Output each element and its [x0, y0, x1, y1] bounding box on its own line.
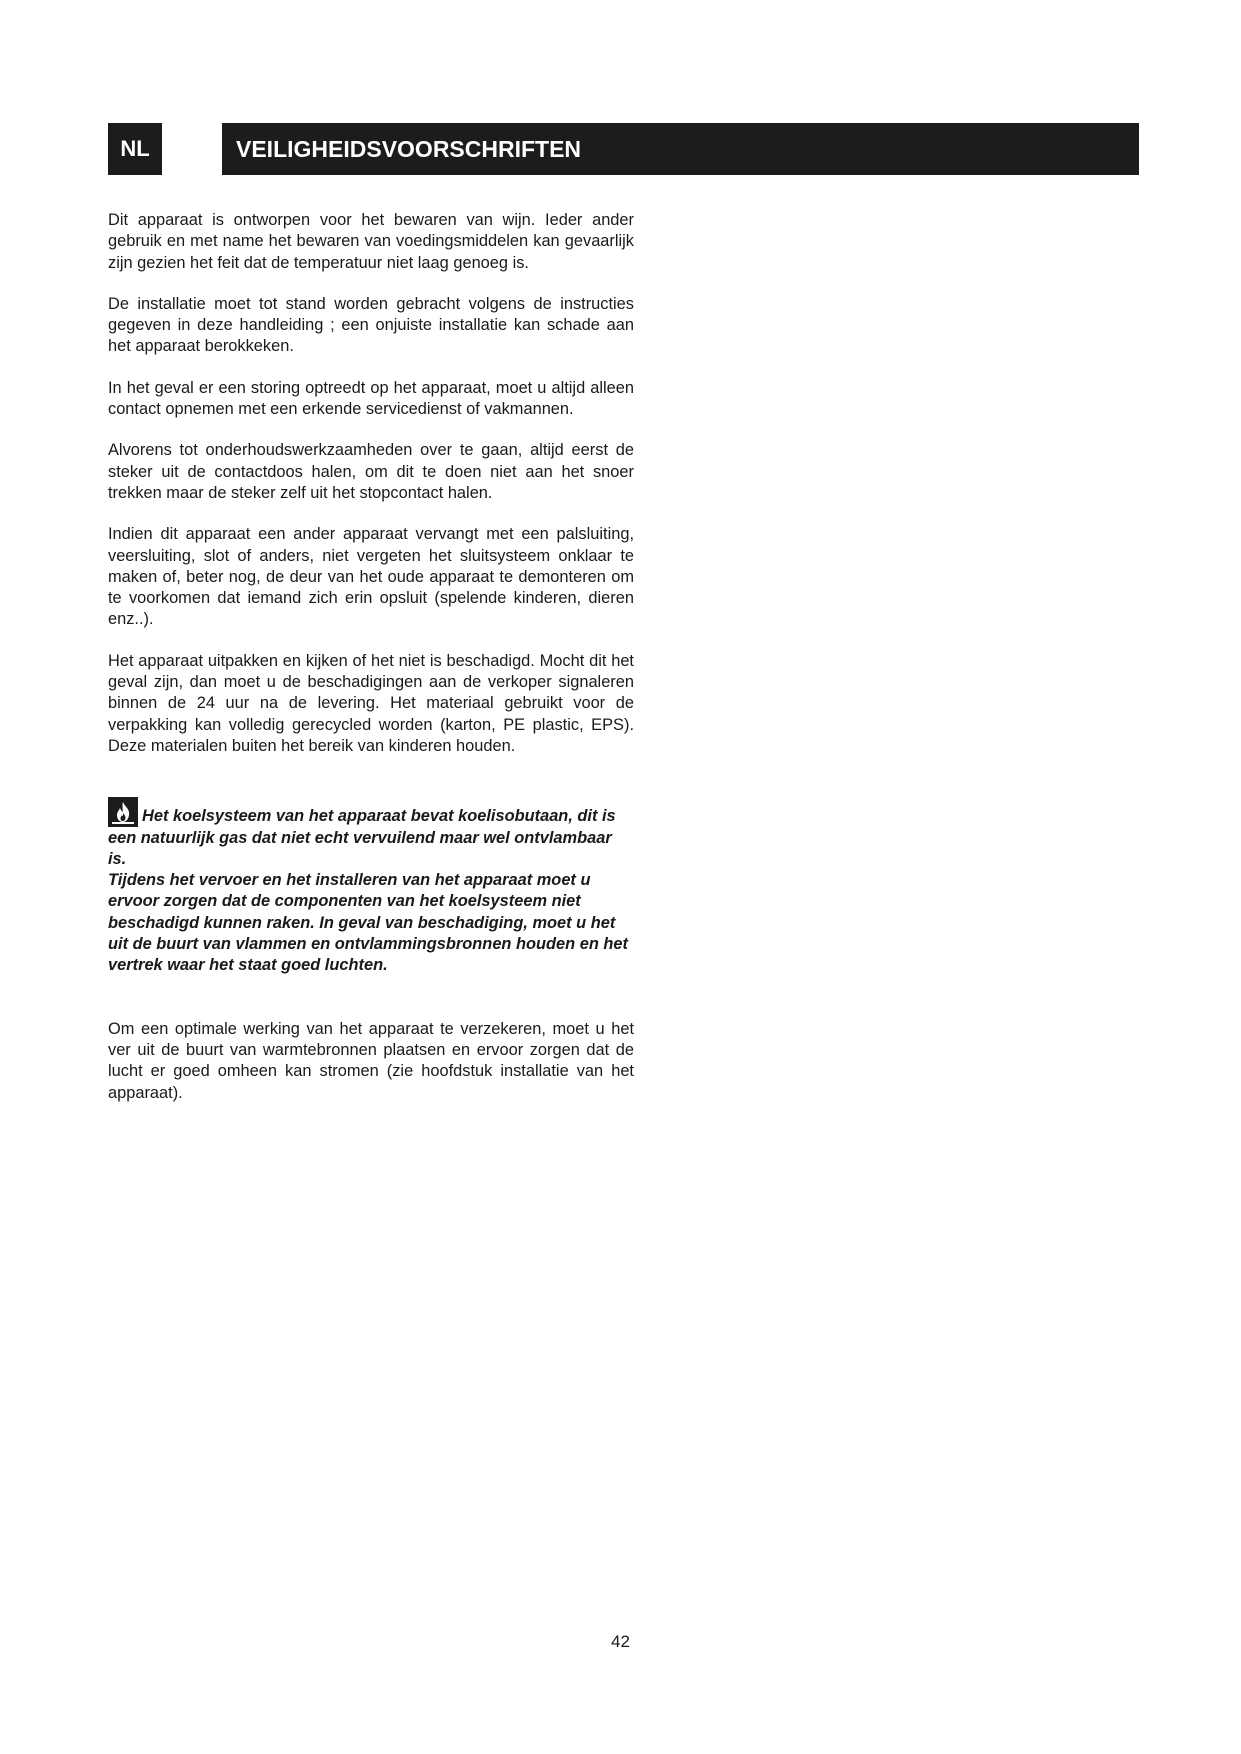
language-badge: NL — [108, 123, 162, 175]
content-column — [108, 210, 634, 1124]
paragraph-installation: De installatie moet tot stand worden gebracht volgens de instructies gegeven in deze handleiding ; een onjuiste installatie kan schade aan het apparaat berokkeken. — [108, 294, 634, 356]
paragraph-replacement: Indien dit apparaat een ander apparaat vervangt met een palsluiting, veersluiting, slot of anders, niet vergeten het sluitsysteem onklaar te maken of, beter nog, de deur van het oude apparaat te demonteren om te voorkomen dat iemand zich erin opsluit (spelende kinderen, dieren enz..). — [108, 525, 634, 629]
paragraph-maintenance: Alvorens tot onderhoudswerkzaamheden over te gaan, altijd eerst de steker uit de contactdoos halen, om dit te doen niet aan het snoer trekken maar de steker zelf uit het stopcontact halen. — [108, 441, 634, 502]
section-title — [222, 123, 1139, 175]
paragraph-unpacking: Het apparaat uitpakken en kijken of het niet is beschadigd. Mocht dit het geval zijn, dan moet u de beschadigingen aan de verkoper signaleren binnen de 24 uur na de levering. Het materiaal gebruikt voor de verpakking kan volledig gerecycled worden (karton, PE plastic, EPS). Deze materialen buiten het bereik van kinderen houden. — [108, 651, 634, 755]
flame-icon — [108, 797, 138, 827]
section-title-text: VEILIGHEIDSVOORSCHRIFTEN — [236, 135, 582, 162]
paragraph-intended-use: Dit apparaat is ontworpen voor het bewaren van wijn. Ieder ander gebruik en met name het bewaren van voedingsmiddelen kan gevaarlijk zijn gezien het feit dat de temperatuur niet laag genoeg is. — [108, 211, 634, 272]
warning-line-1 — [108, 797, 634, 870]
paragraph-ventilation: Om een optimale werking van het apparaat te verzekeren, moet u het ver uit de buurt van warmtebronnen plaatsen en ervoor zorgen dat de lucht er goed omheen kan stromen (zie hoofdstuk installatie van het apparaat). — [108, 1019, 634, 1102]
warning-text-1: Het koelsysteem van het apparaat bevat koelisobutaan, dit is een natuurlijk gas dat niet echt vervuilend maar wel ontvlambaar is. — [108, 807, 616, 868]
page-number: 42 — [611, 1632, 630, 1651]
warning-line-2: Tijdens het vervoer en het installeren van het apparaat moet u ervoor zorgen dat de componenten van het koelsysteem niet beschadigd kunnen raken. In geval van beschadiging, moet u het uit de buurt van vlammen en ontvlammingsbronnen houden en het vertrek waar het staat goed luchten. — [108, 871, 628, 975]
paragraph-service: In het geval er een storing optreedt op het apparaat, moet u altijd alleen contact opnemen met een erkende servicedienst of vakmannen. — [108, 378, 634, 419]
flammable-warning — [108, 797, 634, 976]
